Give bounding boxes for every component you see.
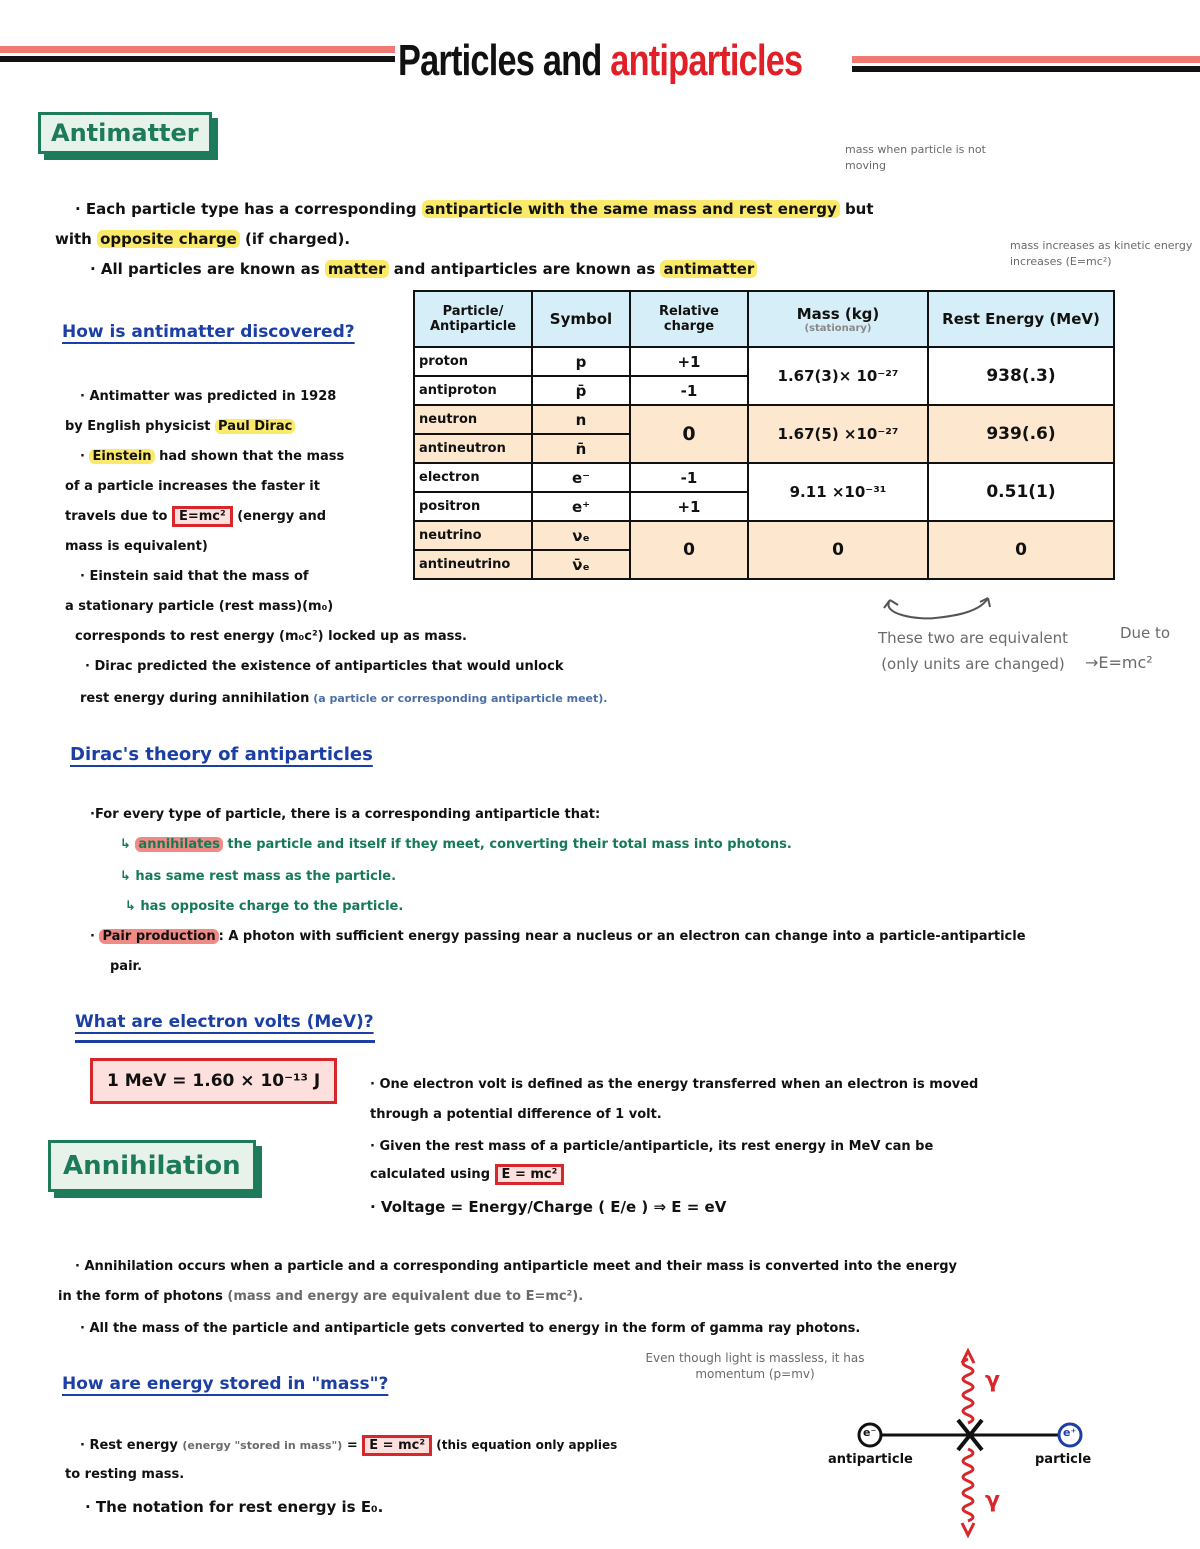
electronvolt-line-2: through a potential difference of 1 volt. bbox=[370, 1107, 662, 1122]
electronvolt-line-4: calculated using E = mc² bbox=[370, 1160, 564, 1190]
cell-energy-neutron: 939(.6) bbox=[928, 405, 1114, 463]
cell-name-electron: electron bbox=[414, 463, 532, 492]
header-rule-right-red bbox=[852, 56, 1200, 63]
energy-stored-line-3: · The notation for rest energy is E₀. bbox=[85, 1498, 384, 1516]
pair-production-line-2: pair. bbox=[110, 959, 143, 974]
annihilation-line-3: · All the mass of the particle and antiparticle gets converted to energy in the form of gamma ray photons. bbox=[80, 1321, 861, 1336]
discovery-line-11: rest energy during annihilation (a particle or corresponding antiparticle meet). bbox=[80, 691, 608, 706]
antimatter-bullet-2: · All particles are known as matter and antiparticles are known as antimatter bbox=[90, 254, 757, 284]
mev-conversion-box: 1 MeV = 1.60 × 10⁻¹³ J bbox=[90, 1058, 337, 1104]
header-rule-left-black bbox=[0, 56, 395, 62]
electronvolt-line-5: · Voltage = Energy/Charge ( E/e ) ⇒ E = eV bbox=[370, 1198, 727, 1216]
annihilation-heading: Annihilation bbox=[48, 1140, 256, 1192]
electronvolt-line-1: · One electron volt is defined as the energy transferred when an electron is moved bbox=[370, 1077, 979, 1092]
cell-symbol-positron: e⁺ bbox=[532, 492, 630, 521]
cell-symbol-proton: p bbox=[532, 347, 630, 376]
cell-name-antineutron: antineutron bbox=[414, 434, 532, 463]
cell-symbol-neutrino: νₑ bbox=[532, 521, 630, 550]
cell-charge-proton: +1 bbox=[630, 347, 748, 376]
cell-symbol-neutron: n bbox=[532, 405, 630, 434]
discovery-line-9: corresponds to rest energy (m₀c²) locked up as mass. bbox=[75, 629, 467, 644]
electronvolt-heading: What are electron volts (MeV)? bbox=[75, 1012, 374, 1032]
cell-name-neutron: neutron bbox=[414, 405, 532, 434]
discovery-line-8: a stationary particle (rest mass)(m₀) bbox=[65, 599, 334, 614]
particle-label: particle bbox=[1035, 1452, 1092, 1467]
mass-stationary-note: (stationary) bbox=[804, 322, 872, 334]
particle-table bbox=[413, 290, 1115, 580]
col-header-particle: Particle/ Antiparticle bbox=[414, 291, 532, 347]
cell-name-neutrino: neutrino bbox=[414, 521, 532, 550]
cell-charge-electron: -1 bbox=[630, 463, 748, 492]
header-rule-right-black bbox=[852, 66, 1200, 72]
cell-name-positron: positron bbox=[414, 492, 532, 521]
cell-name-antiproton: antiproton bbox=[414, 376, 532, 405]
cell-energy-electron: 0.51(1) bbox=[928, 463, 1114, 521]
dirac-sub-1: ↳ annihilates the particle and itself if they meet, converting their total mass into photons. bbox=[120, 837, 792, 852]
cell-symbol-antineutrino: ν̄ₑ bbox=[532, 550, 630, 579]
cell-mass-neutron: 1.67(5) ×10⁻²⁷ bbox=[748, 405, 928, 463]
discovery-line-7: · Einstein said that the mass of bbox=[80, 569, 309, 584]
particle-symbol: e⁺ bbox=[1063, 1426, 1077, 1439]
discovery-line-2: by English physicist Paul Dirac bbox=[65, 412, 295, 442]
cell-symbol-antineutron: n̄ bbox=[532, 434, 630, 463]
cell-charge-positron: +1 bbox=[630, 492, 748, 521]
energy-stored-line-2: to resting mass. bbox=[65, 1467, 185, 1482]
dirac-sub-3: ↳ has opposite charge to the particle. bbox=[125, 899, 404, 914]
pair-production-line: · Pair production : A photon with sufficient energy passing near a nucleus or an electron can change into a particle-antiparticle bbox=[90, 929, 1026, 944]
discovery-line-10: · Dirac predicted the existence of antiparticles that would unlock bbox=[85, 659, 564, 674]
gamma-label-bottom: γ bbox=[985, 1488, 1000, 1513]
col-header-charge: Relative charge bbox=[630, 291, 748, 347]
cell-mass-neutrino: 0 bbox=[748, 521, 928, 579]
cell-energy-proton: 938(.3) bbox=[928, 347, 1114, 405]
energy-stored-line-1: · Rest energy (energy "stored in mass") = E = mc² (this equation only applies bbox=[80, 1430, 617, 1461]
electronvolt-line-3: · Given the rest mass of a particle/antiparticle, its rest energy in MeV can be bbox=[370, 1139, 934, 1154]
antiparticle-symbol: e⁻ bbox=[863, 1426, 877, 1439]
dirac-sub-2: ↳ has same rest mass as the particle. bbox=[120, 869, 397, 884]
momentum-note: Even though light is massless, it has momentum (p=mv) bbox=[645, 1351, 865, 1381]
equivalence-note: These two are equivalent (only units are changed) bbox=[877, 629, 1069, 673]
annihilation-diagram bbox=[820, 1345, 1120, 1545]
annihilation-line-2: in the form of photons (mass and energy are equivalent due to E=mc²). bbox=[58, 1289, 584, 1304]
discovery-line-6: mass is equivalent) bbox=[65, 539, 208, 554]
discovery-line-1: · Antimatter was predicted in 1928 bbox=[80, 389, 337, 404]
cell-mass-proton: 1.67(3)× 10⁻²⁷ bbox=[748, 347, 928, 405]
header-rule-left-red bbox=[0, 46, 395, 53]
dirac-heading: Dirac's theory of antiparticles bbox=[70, 744, 373, 765]
discovery-line-4: of a particle increases the faster it bbox=[65, 479, 320, 494]
gamma-label-top: γ bbox=[985, 1368, 1000, 1393]
mass-increase-note: mass increases as kinetic energy increases (E=mc²) bbox=[1010, 239, 1193, 268]
page-title: Particles and antiparticles bbox=[398, 36, 803, 85]
discovery-line-5: travels due to E=mc² (energy and bbox=[65, 502, 326, 532]
cell-name-proton: proton bbox=[414, 347, 532, 376]
cell-symbol-electron: e⁻ bbox=[532, 463, 630, 492]
discovery-heading: How is antimatter discovered? bbox=[62, 322, 355, 342]
annihilation-line-1: · Annihilation occurs when a particle and a corresponding antiparticle meet and their mass is converted into the energy bbox=[75, 1259, 958, 1274]
cell-charge-antiproton: -1 bbox=[630, 376, 748, 405]
cell-energy-neutrino: 0 bbox=[928, 521, 1114, 579]
dirac-line-1: ·For every type of particle, there is a corresponding antiparticle that: bbox=[90, 807, 601, 822]
cell-mass-electron: 9.11 ×10⁻³¹ bbox=[748, 463, 928, 521]
antiparticle-label: antiparticle bbox=[828, 1452, 913, 1467]
cell-name-antineutrino: antineutrino bbox=[414, 550, 532, 579]
due-to-note: Due to bbox=[1120, 624, 1171, 642]
antimatter-heading: Antimatter bbox=[38, 112, 212, 154]
energy-stored-heading: How are energy stored in "mass"? bbox=[62, 1374, 389, 1394]
electronvolt-heading-rule bbox=[75, 1040, 375, 1043]
cell-charge-neutrino: 0 bbox=[630, 521, 748, 579]
mass-note: mass when particle is not moving bbox=[845, 143, 986, 172]
due-to-emc2: →E=mc² bbox=[1085, 653, 1153, 672]
discovery-line-3: · Einstein had shown that the mass bbox=[80, 449, 345, 464]
col-header-mass: Mass (kg) (stationary) bbox=[748, 291, 928, 347]
equivalence-arrow bbox=[860, 590, 1010, 630]
col-header-symbol: Symbol bbox=[532, 291, 630, 347]
cell-symbol-antiproton: p̄ bbox=[532, 376, 630, 405]
antimatter-bullet-1-line2: with opposite charge (if charged). bbox=[55, 230, 351, 248]
antimatter-bullet-1: · Each particle type has a corresponding antiparticle with the same mass and rest energy but bbox=[75, 200, 874, 218]
col-header-rest-energy: Rest Energy (MeV) bbox=[928, 291, 1114, 347]
cell-charge-neutron: 0 bbox=[630, 405, 748, 463]
